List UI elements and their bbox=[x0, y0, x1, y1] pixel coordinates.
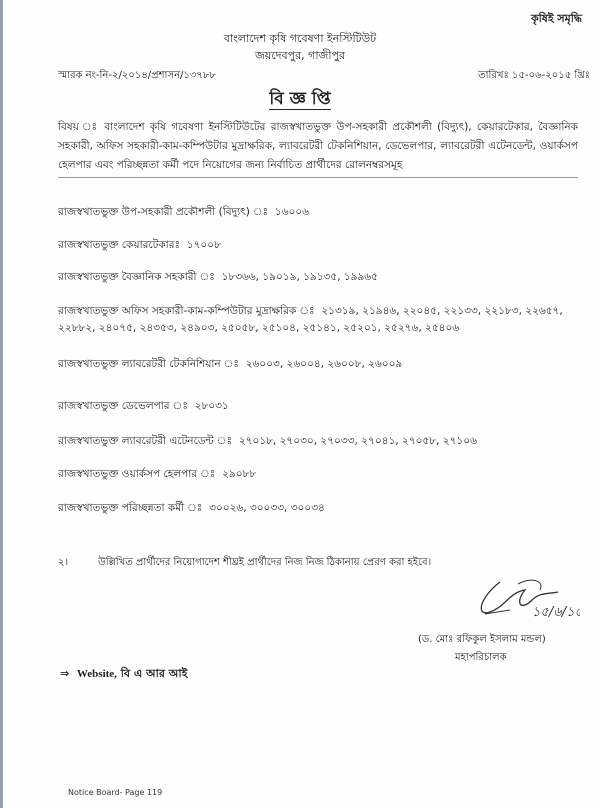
notice-date: তারিখঃ ১৫-০৬-২০১৫ খ্রিঃ bbox=[478, 70, 590, 81]
memo-number: স্মারক নং-নি-২/২০১৪/প্রশাসন/১৩৭৮৮ bbox=[58, 70, 216, 81]
notice-title bbox=[0, 86, 600, 114]
roll-numbers: ১৬০০৬ bbox=[274, 206, 309, 218]
roll-numbers: ৩০০২৬, ৩০০৩৩, ৩০০৩৪ bbox=[209, 502, 325, 514]
institute-address: জয়দেবপুর, গাজীপুর bbox=[254, 49, 346, 62]
paragraph-2 bbox=[58, 555, 431, 572]
signatory-name: (ড. মোঃ রফিকুল ইসলাম মন্ডল) bbox=[418, 634, 546, 645]
result-row bbox=[58, 434, 477, 451]
roll-numbers: ২৯০৮৮ bbox=[222, 468, 257, 480]
post-label: রাজস্বখাতভুক্ত পরিচ্ছন্নতা কর্মী ঃ bbox=[58, 502, 203, 514]
paragraph-text: উল্লিখিত প্রার্থীদের নিয়োগাদেশ শীঘ্রই প্রার্থীদের নিজ নিজ ঠিকানায় প্রেরণ করা হইবে। bbox=[98, 557, 432, 568]
signatory-designation: মহাপরিচালক bbox=[455, 652, 507, 663]
post-label: রাজস্বখাতভুক্ত ল্যাবরেটরী এটেনডেন্ট ঃ bbox=[58, 435, 233, 447]
result-row bbox=[58, 238, 221, 255]
institute-name: বাংলাদেশ কৃষি গবেষণা ইনস্টিটিউট bbox=[223, 32, 377, 45]
notice-title-text: বি জ্ঞ প্তি bbox=[269, 89, 331, 109]
result-row bbox=[58, 399, 229, 416]
roll-numbers: ২৮০৩১ bbox=[194, 400, 229, 412]
post-label: রাজস্বখাতভুক্ত কেয়ারটেকারঃ bbox=[58, 239, 181, 251]
motto: কৃষিই সমৃদ্ধি bbox=[530, 12, 582, 25]
signature-scribble-icon bbox=[470, 572, 580, 627]
post-label: রাজস্বখাতভুক্ত অফিস সহকারী-কাম-কম্পিউটার মুদ্রাক্ষরিক ঃ bbox=[58, 305, 315, 317]
scan-edge bbox=[0, 0, 3, 808]
post-label: রাজস্বখাতভুক্ত ল্যাবরেটরী টেকনিশিয়ান ঃ bbox=[58, 358, 240, 370]
subject: বিষয় ঃ বাংলাদেশ কৃষি গবেষণা ইনস্টিটিউটের রাজস্বখাতভুক্ত উপ-সহকারী প্রকৌশলী (বিদ্যুৎ), কেয়ারটেকার, বৈজ্ঞানিক সহকারী, অফিস সহকারী-কাম-কম্পিউটার মুদ্রাক্ষরিক, ল্যাবরেটরী টেকনিশিয়ান, ডেভেলপার, ল্যাবরেটরী এটেনডেন্ট, ওয়ার্কসপ হেলপার এবং পরিচ্ছন্নতা কর্মী পদে নিয়োগের জন্য নির্বাচিত প্রার্থীদের রোলনম্বরসমূহ bbox=[58, 118, 578, 178]
roll-numbers: ২৬০০৩, ২৬০০৪, ২৬০০৮, ২৬০০৯ bbox=[245, 358, 403, 370]
page-footer: Notice Board- Page 119 bbox=[68, 788, 163, 797]
post-label: রাজস্বখাতভুক্ত ডেভেলপার ঃ bbox=[58, 400, 188, 412]
result-row bbox=[58, 501, 325, 518]
roll-numbers: ২৭০১৮, ২৭০৩০, ২৭০৩৩, ২৭০৪১, ২৭০৫৮, ২৭১০৬ bbox=[238, 435, 477, 447]
arrow-right-icon: ⇒ bbox=[60, 667, 70, 680]
post-label: রাজস্বখাতভুক্ত বৈজ্ঞানিক সহকারী ঃ bbox=[58, 271, 215, 283]
result-row bbox=[58, 357, 402, 374]
copy-to bbox=[60, 665, 187, 684]
result-row bbox=[58, 467, 256, 484]
result-row bbox=[58, 205, 309, 222]
post-label: রাজস্বখাতভুক্ত ওয়ার্কসপ হেলপার ঃ bbox=[58, 468, 216, 480]
copy-website: Website, bbox=[76, 668, 117, 680]
signature bbox=[470, 572, 580, 630]
result-row bbox=[58, 303, 588, 337]
roll-numbers: ১৭০০৮ bbox=[186, 239, 221, 251]
signature-date: ১৫/৬/১৫ bbox=[532, 605, 580, 620]
roll-numbers: ২১৩১৯, ২১৯৪৬, ২২০৪৫, ২২১৩৩, ২২১৮৩, ২২৬৫৭, ২২৮৮২, ২৪০৭৫, ২৪৩৫৩, ২৪৯০৩, ২৫০৫৮, ২৫১০৪, ২৫১৪১, ২৫২০১, ২৫২৭৬, ২৫৪০৬ bbox=[58, 305, 563, 334]
roll-numbers: ১৮৩৬৬, ১৯০১৯, ১৯১৩৫, ১৯৯৬৫ bbox=[221, 271, 378, 283]
post-label: রাজস্বখাতভুক্ত উপ-সহকারী প্রকৌশলী (বিদ্যুৎ) ঃ bbox=[58, 206, 269, 218]
result-row bbox=[58, 270, 378, 287]
copy-bari: বি এ আর আই bbox=[120, 667, 188, 680]
paragraph-number: ২। bbox=[58, 557, 69, 568]
